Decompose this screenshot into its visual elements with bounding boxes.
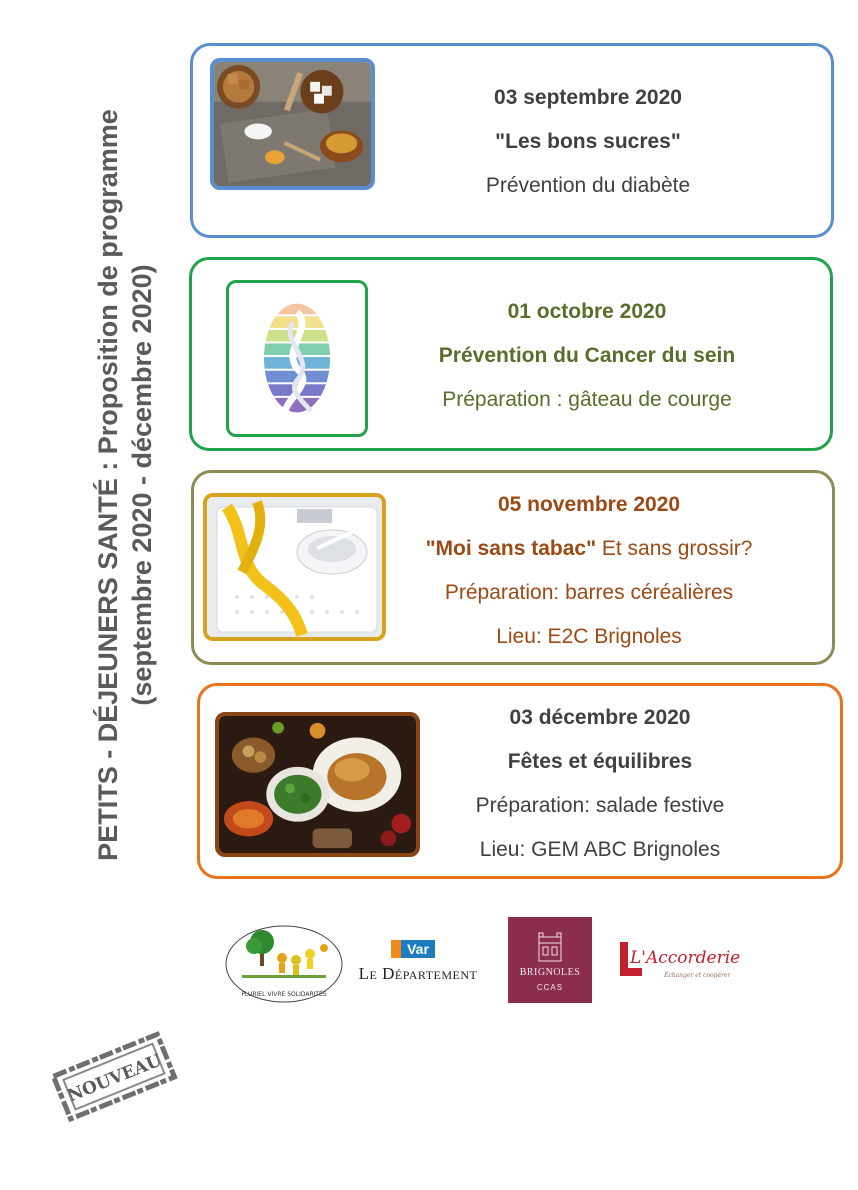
ribbon-logo — [226, 280, 368, 437]
title-line-2: (septembre 2020 - décembre 2020) — [127, 264, 157, 706]
event-title-bold: "Moi sans tabac" — [425, 537, 597, 560]
event-title — [389, 527, 789, 571]
accorderie-text: L'Accorderie — [630, 948, 741, 968]
event-text — [403, 76, 773, 208]
title-line-1: PETITS - DÉJEUNERS SANTÉ : Proposition de programme — [93, 109, 123, 861]
brignoles-ccas-logo — [508, 917, 592, 1003]
event-text — [389, 483, 789, 659]
var-departement-text: Le Département — [358, 964, 478, 983]
event-title-rest: Et sans grossir? — [596, 537, 753, 560]
event-detail: Préparation: salade festive — [475, 794, 725, 817]
event-card-september — [190, 43, 834, 238]
pluriel-logo — [222, 920, 346, 1004]
accorderie-logo — [620, 938, 742, 990]
event-title: "Les bons sucres" — [495, 130, 681, 153]
event-date: 03 décembre 2020 — [509, 706, 691, 729]
ccas-text: CCAS — [536, 983, 564, 992]
nouveau-stamp — [38, 1022, 188, 1132]
event-date: 05 novembre 2020 — [497, 493, 681, 516]
event-title: Prévention du Cancer du sein — [438, 344, 736, 367]
event-detail: Préparation : gâteau de courge — [442, 388, 732, 411]
event-card-october — [189, 257, 833, 451]
event-detail: Prévention du diabète — [485, 174, 691, 197]
sugar-photo — [210, 58, 375, 190]
accorderie-tagline: Échanger et coopérer — [664, 972, 731, 979]
event-text — [392, 290, 782, 422]
var-departement-logo — [358, 940, 478, 992]
event-card-december — [197, 683, 843, 879]
page-title — [78, 40, 172, 930]
event-date: 01 octobre 2020 — [507, 300, 667, 323]
event-card-november — [191, 470, 835, 665]
brignoles-text: BRIGNOLES — [519, 967, 581, 978]
event-location: Lieu: GEM ABC Brignoles — [479, 838, 721, 861]
event-title: Fêtes et équilibres — [507, 750, 693, 773]
scale-cigarette-photo — [203, 493, 386, 641]
festive-food-photo — [215, 712, 420, 857]
event-detail: Préparation: barres céréalières — [444, 581, 734, 604]
pluriel-text: PLURIEL VIVRE SOLIDARITÉS — [241, 991, 327, 998]
stamp-text: NOUVEAU — [64, 1050, 165, 1107]
event-location: Lieu: E2C Brignoles — [496, 625, 682, 648]
event-date: 03 septembre 2020 — [494, 86, 682, 109]
event-text — [435, 696, 765, 872]
var-badge: Var — [401, 940, 435, 958]
